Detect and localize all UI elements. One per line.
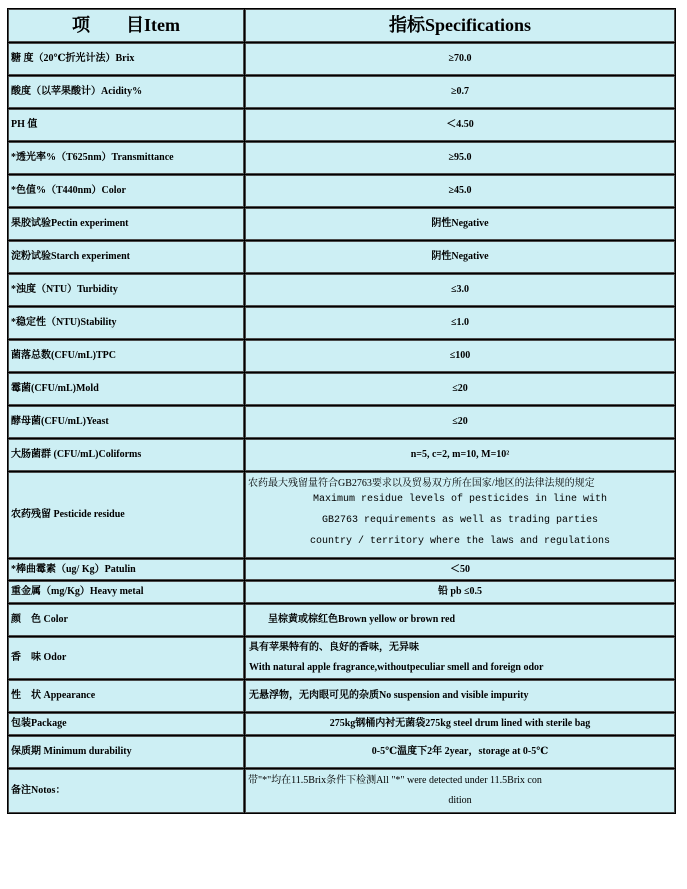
table-row [8, 307, 675, 339]
spec-brix: ≥70.0 [245, 43, 675, 75]
spec-pesticide-line-2: Maximum residue levels of pesticides in line with [312, 494, 608, 506]
spec-tpc: ≤100 [245, 340, 675, 372]
item-pesticide: 农药残留 Pesticide residue [8, 472, 244, 558]
table-row [8, 76, 675, 108]
table-row [8, 175, 675, 207]
spec-pectin: 阴性Negative [245, 208, 675, 240]
specifications-table [7, 8, 676, 814]
table-row [8, 43, 675, 75]
item-pectin: 果胶试验Pectin experiment [8, 208, 244, 240]
spec-color-value: ≥45.0 [245, 175, 675, 207]
spec-pesticide [245, 472, 675, 558]
spec-package: 275kg钢桶内衬无菌袋275kg steel drum lined with sterile bag [245, 713, 675, 735]
item-odor: 香 味 Odor [8, 637, 244, 679]
table-row [8, 581, 675, 603]
table-row [8, 439, 675, 471]
spec-notes-line-1: 带"*"均在11.5Brix条件下检测All "*" were detected under 11.5Brix con [248, 775, 542, 786]
item-package: 包装Package [8, 713, 244, 735]
spec-coliforms: n=5, c=2, m=10, M=10² [245, 439, 675, 471]
table-row [8, 736, 675, 768]
table-row [8, 142, 675, 174]
item-color: 颜 色 Color [8, 604, 244, 636]
table-row [8, 472, 675, 558]
table-row [8, 559, 675, 580]
spec-notes-line-2: dition [448, 795, 472, 806]
item-durability: 保质期 Minimum durability [8, 736, 244, 768]
spec-pesticide-line-4: country / territory where the laws and regulations [309, 536, 611, 548]
spec-heavy-metal: 铅 pb ≤0.5 [245, 581, 675, 603]
item-mold: 霉菌(CFU/mL)Mold [8, 373, 244, 405]
spec-odor-line-1: 具有苹果特有的、良好的香味，无异味 [249, 642, 419, 653]
spec-pesticide-line-1: 农药最大残留量符合GB2763要求以及贸易双方所在国家/地区的法律法规的规定 [248, 477, 595, 489]
table-row [8, 604, 675, 636]
item-starch: 淀粉试验Starch experiment [8, 241, 244, 273]
table-row [8, 241, 675, 273]
item-color-value: *色值%（T440nm）Color [8, 175, 244, 207]
spec-odor [245, 637, 675, 679]
spec-acidity: ≥0.7 [245, 76, 675, 108]
item-notes: 备注Notos： [8, 769, 244, 813]
spec-mold: ≤20 [245, 373, 675, 405]
table-row [8, 680, 675, 712]
item-patulin: *棒曲霉素（ug/ Kg）Patulin [8, 559, 244, 580]
spec-starch: 阴性Negative [245, 241, 675, 273]
spec-ph: ＜4.50 [245, 109, 675, 141]
spec-odor-line-2: With natural apple fragrance,withoutpeculiar smell and foreign odor [249, 662, 544, 673]
item-ph: PH 值 [8, 109, 244, 141]
item-acidity: 酸度（以苹果酸计）Acidity% [8, 76, 244, 108]
item-turbidity: *浊度（NTU）Turbidity [8, 274, 244, 306]
table-row [8, 208, 675, 240]
header-specifications: 指标Specifications [245, 9, 675, 42]
table-row [8, 713, 675, 735]
table-row [8, 109, 675, 141]
spec-yeast: ≤20 [245, 406, 675, 438]
item-transmittance: *透光率%（T625nm）Transmittance [8, 142, 244, 174]
spec-stability: ≤1.0 [245, 307, 675, 339]
item-heavy-metal: 重金属（mg/Kg）Heavy metal [8, 581, 244, 603]
item-stability: *稳定性（NTU)Stability [8, 307, 244, 339]
spec-turbidity: ≤3.0 [245, 274, 675, 306]
table-row [8, 769, 675, 813]
table-header-row [8, 9, 675, 42]
item-coliforms: 大肠菌群 (CFU/mL)Coliforms [8, 439, 244, 471]
spec-patulin: ＜50 [245, 559, 675, 580]
item-yeast: 酵母菌(CFU/mL)Yeast [8, 406, 244, 438]
item-brix: 糖 度（20℃折光计法）Brix [8, 43, 244, 75]
table-row [8, 406, 675, 438]
item-appearance: 性 状 Appearance [8, 680, 244, 712]
spec-appearance: 无悬浮物，无肉眼可见的杂质No suspension and visible impurity [245, 680, 675, 712]
spec-durability: 0-5℃温度下2年 2year，storage at 0-5℃ [245, 736, 675, 768]
table-row [8, 637, 675, 679]
item-tpc: 菌落总数(CFU/mL)TPC [8, 340, 244, 372]
table-row [8, 340, 675, 372]
spec-transmittance: ≥95.0 [245, 142, 675, 174]
spec-notes [245, 769, 675, 813]
spec-pesticide-line-3: GB2763 requirements as well as trading parties [321, 515, 599, 527]
table-row [8, 274, 675, 306]
spec-color: 呈棕黄或棕红色Brown yellow or brown red [245, 604, 675, 636]
table-row [8, 373, 675, 405]
header-item: 项 目Item [8, 9, 244, 42]
